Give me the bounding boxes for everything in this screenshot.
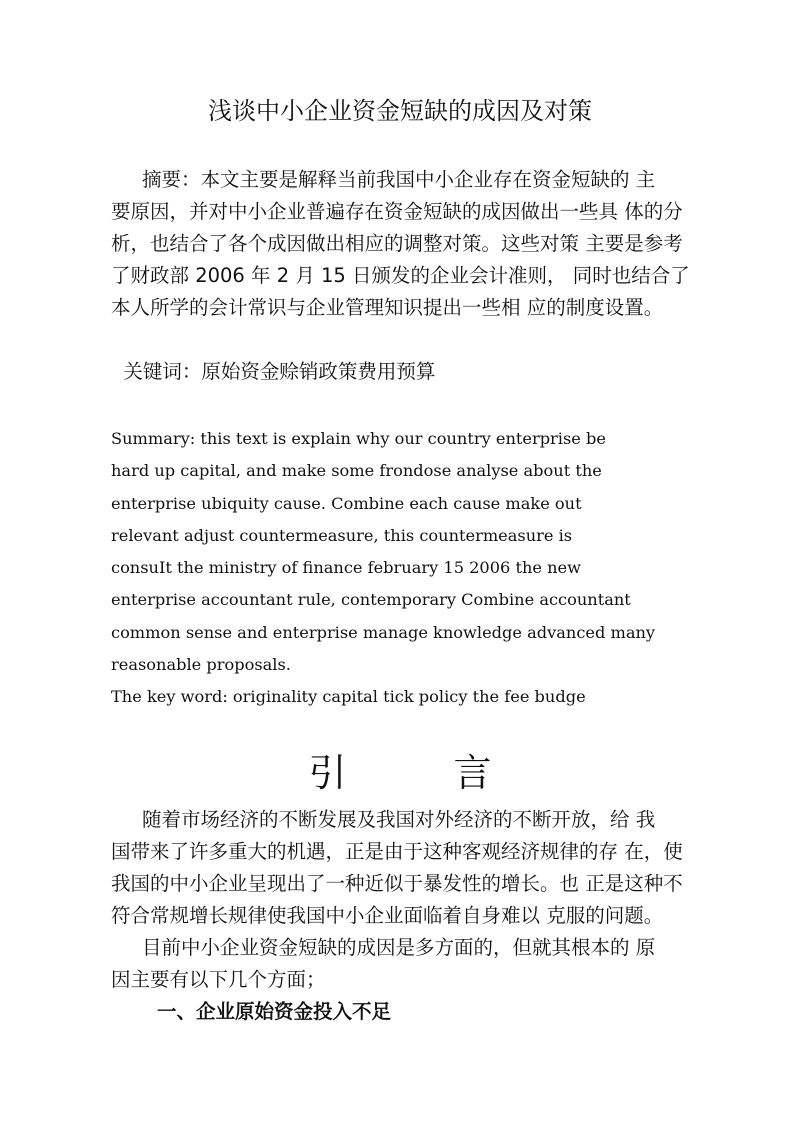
section-heading-char-left: 引 bbox=[308, 751, 347, 795]
intro-line: 因主要有以下几个方面； bbox=[111, 968, 326, 991]
document-title: 浅谈中小企业资金短缺的成因及对策 bbox=[208, 97, 592, 125]
intro-line: 符合常规增长规律使我国中小企业面临着自身难以 克服的问题。 bbox=[111, 904, 664, 927]
summary-line: reasonable proposals. bbox=[111, 655, 291, 675]
summary-line: hard up capital, and make some frondose analyse about the bbox=[111, 461, 602, 481]
keywords-line: 关键词：原始资金赊销政策费用预算 bbox=[111, 360, 436, 383]
summary-line: consuIt the ministry of finance february 15 2006 the new bbox=[111, 558, 581, 578]
abstract-line: 了财政部 2006 年 2 月 15 日颁发的企业会计准则， 同时也结合了 bbox=[111, 264, 690, 287]
intro-line: 我国的中小企业呈现出了一种近似于暴发性的增长。也 正是这种不 bbox=[111, 872, 683, 895]
intro-line: 随着市场经济的不断发展及我国对外经济的不断开放，给 我 bbox=[111, 808, 656, 831]
english-summary bbox=[111, 423, 721, 714]
abstract-line: 本人所学的会计常识与企业管理知识提出一些相 应的制度设置。 bbox=[111, 296, 664, 319]
intro-line: 目前中小企业资金短缺的成因是多方面的，但就其根本的 原 bbox=[111, 936, 656, 959]
english-keywords-line: The key word: originality capital tick policy the fee budge bbox=[111, 687, 586, 707]
keywords-paragraph bbox=[111, 356, 711, 388]
summary-line: common sense and enterprise manage knowledge advanced many bbox=[111, 622, 656, 642]
intro-paragraph-2 bbox=[111, 932, 711, 996]
intro-paragraph-1 bbox=[111, 804, 711, 932]
abstract-line: 要原因，并对中小企业普遍存在资金短缺的成因做出一些具 体的分 bbox=[111, 200, 683, 223]
summary-line: relevant adjust countermeasure, this countermeasure is bbox=[111, 525, 573, 545]
summary-line: enterprise accountant rule, contemporary Combine accountant bbox=[111, 590, 631, 610]
intro-line: 国带来了许多重大的机遇，正是由于这种客观经济规律的存 在，使 bbox=[111, 840, 683, 863]
summary-line: Summary: this text is explain why our country enterprise be bbox=[111, 429, 606, 448]
subheading-1: 一、企业原始资金投入不足 bbox=[157, 1000, 392, 1023]
section-heading-char-right: 言 bbox=[453, 751, 492, 795]
abstract-paragraph bbox=[111, 164, 711, 324]
summary-line: enterprise ubiquity cause. Combine each cause make out bbox=[111, 493, 582, 513]
section-heading-introduction bbox=[0, 748, 800, 798]
abstract-line: 析，也结合了各个成因做出相应的调整对策。这些对策 主要是参考 bbox=[111, 232, 683, 255]
abstract-line: 摘要：本文主要是解释当前我国中小企业存在资金短缺的 主 bbox=[111, 168, 656, 191]
